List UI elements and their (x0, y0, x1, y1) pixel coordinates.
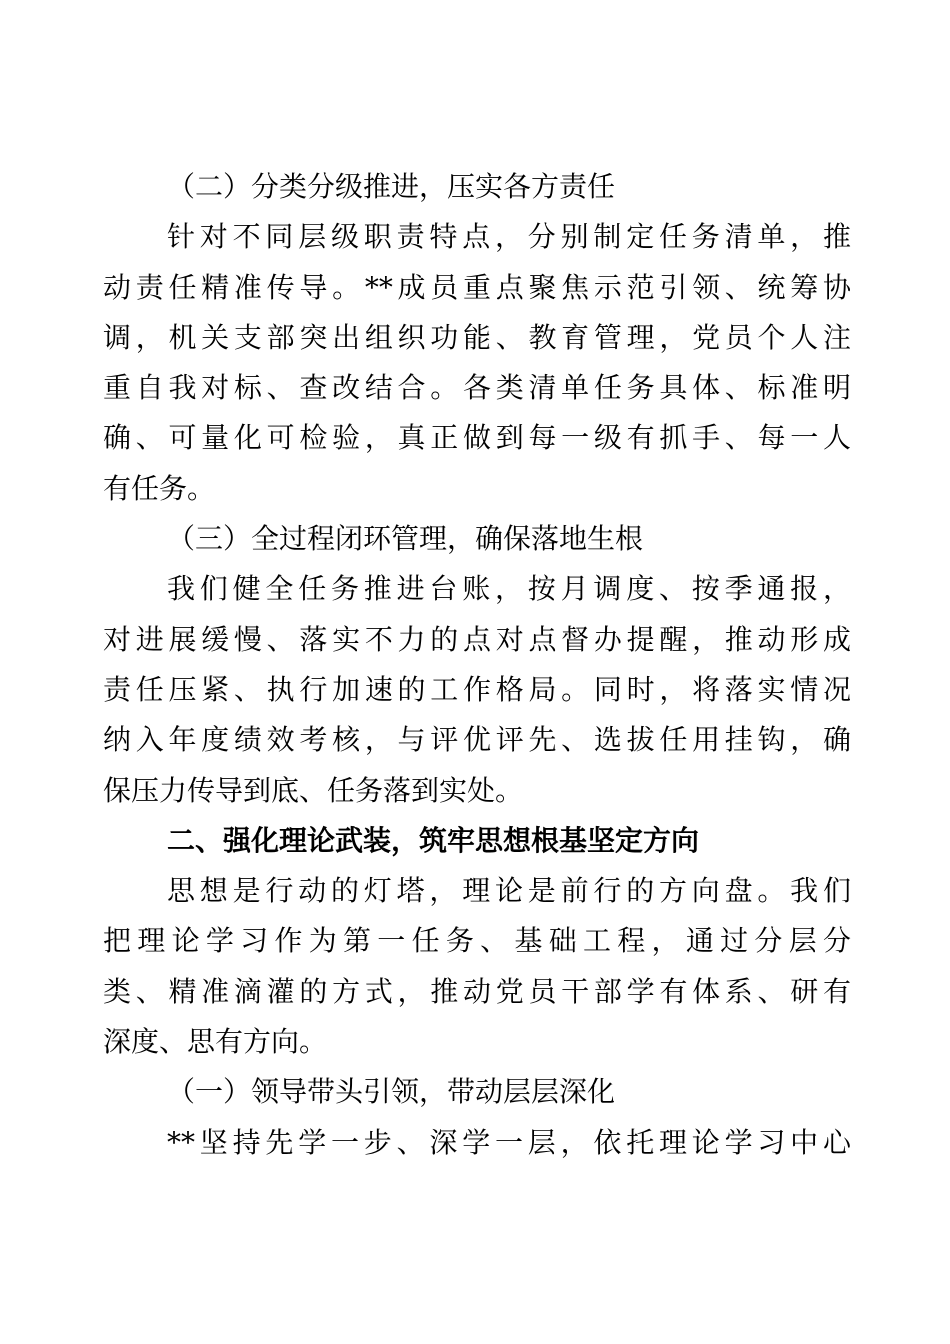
sub-heading-1: （一）领导带头引领，带动层层深化 (167, 1075, 616, 1109)
paragraph-line: 把理论学习作为第一任务、基础工程，通过分层分 (103, 924, 851, 958)
paragraph-line: 纳入年度绩效考核，与评优评先、选拔任用挂钩，确 (103, 723, 851, 757)
paragraph-line: 针对不同层级职责特点，分别制定任务清单，推 (167, 220, 851, 254)
paragraph-line: 对进展缓慢、落实不力的点对点督办提醒，推动形成 (103, 622, 851, 656)
paragraph-line: 类、精准滴灌的方式，推动党员干部学有体系、研有 (103, 974, 851, 1008)
paragraph-line: 重自我对标、查改结合。各类清单任务具体、标准明 (103, 371, 851, 405)
paragraph-line: 动责任精准传导。**成员重点聚焦示范引领、统筹协 (103, 270, 851, 304)
section-heading-2: 二、强化理论武装，筑牢思想根基坚定方向 (167, 823, 700, 857)
paragraph-line: 有任务。 (103, 471, 216, 505)
sub-heading-2: （二）分类分级推进，压实各方责任 (167, 170, 616, 203)
paragraph-line: **坚持先学一步、深学一层，依托理论学习中心 (167, 1125, 851, 1159)
paragraph-line: 深度、思有方向。 (103, 1025, 328, 1059)
paragraph-line: 我们健全任务推进台账，按月调度、按季通报， (167, 572, 851, 606)
paragraph-line: 保压力传导到底、任务落到实处。 (103, 773, 524, 807)
paragraph-line: 调，机关支部突出组织功能、教育管理，党员个人注 (103, 320, 851, 354)
document-body (103, 162, 851, 1168)
paragraph-line: 责任压紧、执行加速的工作格局。同时，将落实情况 (103, 672, 851, 706)
sub-heading-3: （三）全过程闭环管理，确保落地生根 (167, 522, 644, 556)
paragraph-line: 思想是行动的灯塔，理论是前行的方向盘。我们 (167, 874, 851, 908)
paragraph-line: 确、可量化可检验，真正做到每一级有抓手、每一人 (103, 421, 851, 455)
